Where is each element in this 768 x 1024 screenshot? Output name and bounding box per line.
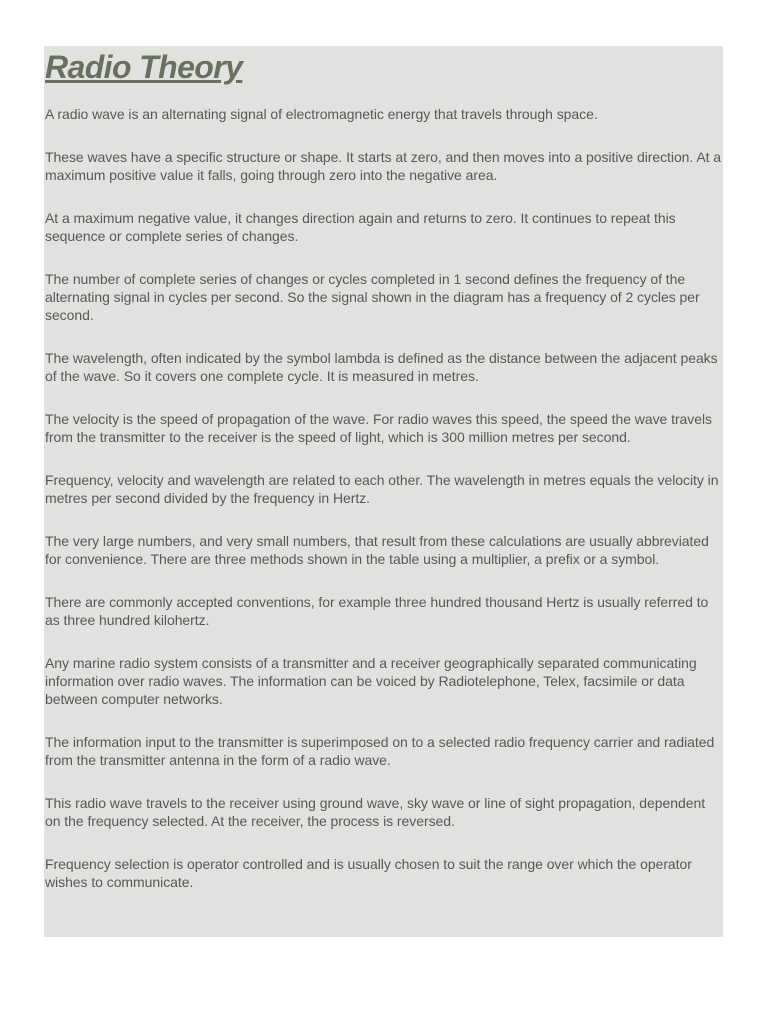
paragraph: Frequency selection is operator controlled and is usually chosen to suit the range over which the operator wishes to communicate. [45, 856, 692, 890]
document-page [44, 46, 723, 937]
paragraph: These waves have a specific structure or shape. It starts at zero, and then moves into a positive direction. At a maximum positive value it falls, going through zero into the negative area. [45, 149, 722, 183]
paragraph: The wavelength, often indicated by the symbol lambda is defined as the distance between the adjacent peaks of the wave. So it covers one complete cycle. It is measured in metres. [45, 350, 718, 384]
paragraph: Frequency, velocity and wavelength are related to each other. The wavelength in metres equals the velocity in metres per second divided by the frequency in Hertz. [45, 472, 719, 506]
paragraph: The velocity is the speed of propagation of the wave. For radio waves this speed, the speed the wave travels from the transmitter to the receiver is the speed of light, which is 300 million metres per second. [45, 411, 712, 445]
paragraph: The number of complete series of changes or cycles completed in 1 second defines the frequency of the alternating signal in cycles per second. So the signal shown in the diagram has a frequency of 2 cycles per second. [45, 271, 700, 323]
paragraph: Any marine radio system consists of a transmitter and a receiver geographically separated communicating information over radio waves. The information can be voiced by Radiotelephone, Telex, facsimile or data between computer networks. [45, 655, 697, 707]
page-title: Radio Theory [45, 49, 243, 85]
paragraph: The very large numbers, and very small numbers, that result from these calculations are usually abbreviated for convenience. There are three methods shown in the table using a multiplier, a prefix or a symbol. [45, 533, 709, 567]
paragraph: The information input to the transmitter is superimposed on to a selected radio frequency carrier and radiated from the transmitter antenna in the form of a radio wave. [45, 734, 715, 768]
paragraph: This radio wave travels to the receiver using ground wave, sky wave or line of sight propagation, dependent on the frequency selected. At the receiver, the process is reversed. [45, 795, 706, 829]
paragraph: A radio wave is an alternating signal of electromagnetic energy that travels through space. [45, 106, 598, 122]
paragraph: At a maximum negative value, it changes direction again and returns to zero. It continues to repeat this sequence or complete series of changes. [45, 210, 676, 244]
paragraph: There are commonly accepted conventions, for example three hundred thousand Hertz is usually referred to as three hundred kilohertz. [45, 594, 709, 628]
